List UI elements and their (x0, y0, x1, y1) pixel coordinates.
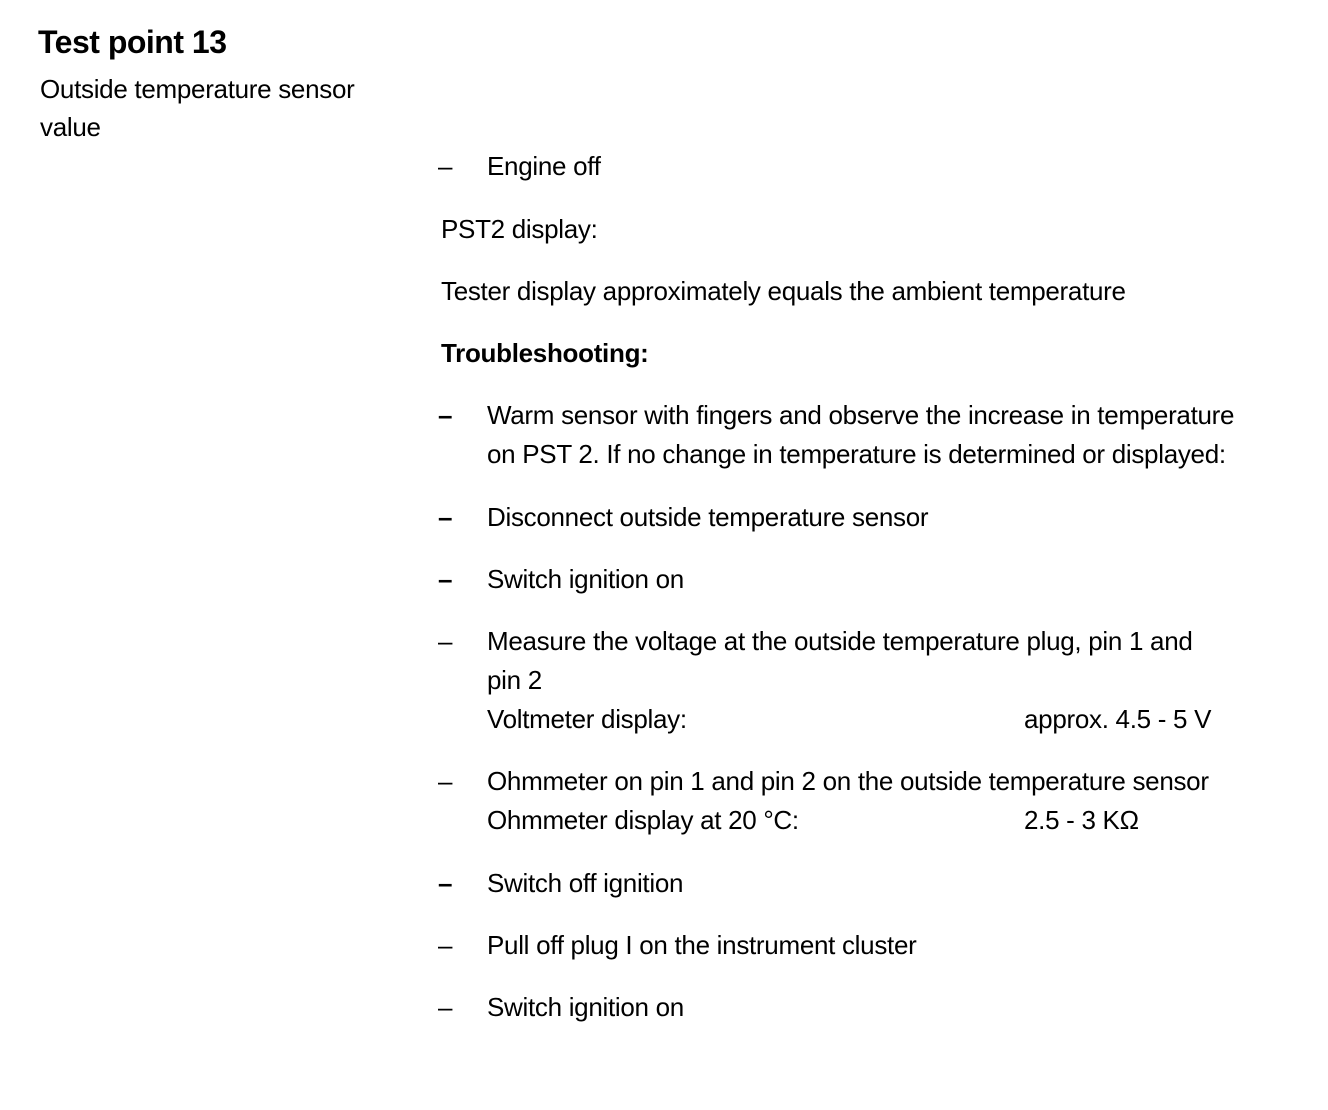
page-subtitle: Outside temperature sensor value (40, 74, 355, 142)
list-bullet: – (438, 626, 453, 656)
page-title: Test point 13 (38, 24, 227, 60)
step-switch-off-ignition: Switch off ignition (487, 868, 684, 898)
list-bullet: – (438, 930, 453, 960)
pst2-display-label: PST2 display: (441, 214, 598, 244)
step-ohmmeter-line1: Ohmmeter on pin 1 and pin 2 on the outside temperature sensor (487, 766, 1209, 796)
list-bullet: – (438, 400, 453, 430)
ohmmeter-display-value: 2.5 - 3 KΩ (1024, 805, 1139, 835)
list-bullet: – (438, 564, 453, 594)
step-measure-voltage-line2: pin 2 (487, 665, 542, 695)
step-warm-sensor-line1: Warm sensor with fingers and observe the increase in temperature (487, 400, 1235, 430)
step-warm-sensor-line2: on PST 2. If no change in temperature is determined or displayed: (487, 439, 1226, 469)
list-bullet: – (438, 502, 453, 532)
list-bullet: – (438, 868, 453, 898)
list-bullet: – (438, 992, 453, 1022)
voltmeter-display-value: approx. 4.5 - 5 V (1024, 704, 1212, 734)
step-measure-voltage-line1: Measure the voltage at the outside temperature plug, pin 1 and (487, 626, 1193, 656)
step-pull-off-plug: Pull off plug I on the instrument cluster (487, 930, 917, 960)
ohmmeter-display-label: Ohmmeter display at 20 °C: (487, 805, 799, 835)
step-engine-off: Engine off (487, 151, 601, 181)
voltmeter-display-label: Voltmeter display: (487, 704, 687, 734)
list-bullet: – (438, 151, 453, 181)
troubleshooting-heading: Troubleshooting: (441, 338, 649, 368)
step-switch-ignition-on: Switch ignition on (487, 564, 684, 594)
tester-display-text: Tester display approximately equals the ambient temperature (441, 276, 1126, 306)
list-bullet: – (438, 766, 453, 796)
step-switch-ignition-on-final: Switch ignition on (487, 992, 684, 1022)
step-disconnect-sensor: Disconnect outside temperature sensor (487, 502, 929, 532)
